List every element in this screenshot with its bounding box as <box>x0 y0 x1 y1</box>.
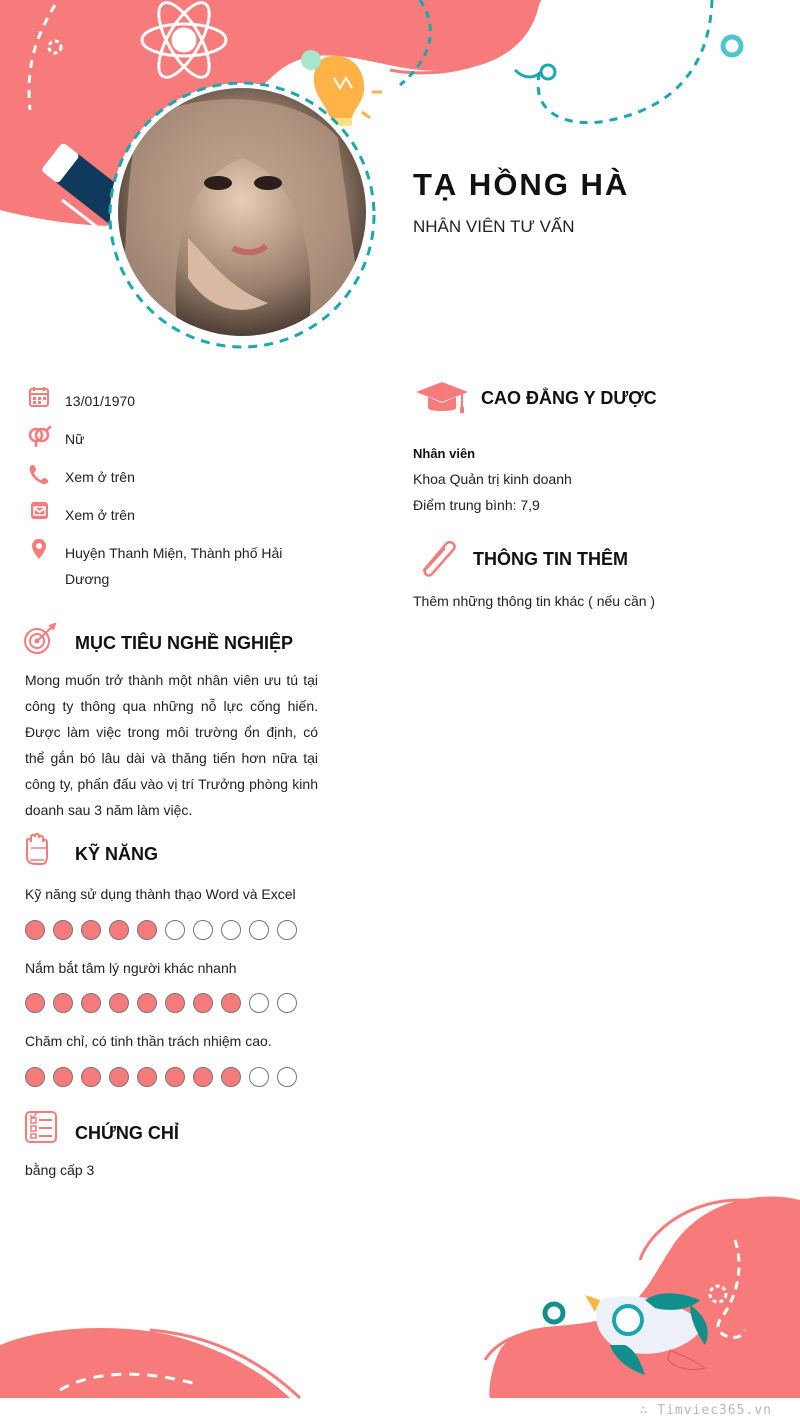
calendar-icon <box>25 386 53 410</box>
rating-dot-filled <box>53 920 73 940</box>
rating-dot-filled <box>137 1067 157 1087</box>
rating-dot-filled <box>25 920 45 940</box>
checklist-icon <box>24 1110 58 1144</box>
rating-dot-empty <box>165 920 185 940</box>
candidate-position: NHÂN VIÊN TƯ VẤN <box>413 217 575 236</box>
rating-dot-filled <box>137 920 157 940</box>
skill-rating <box>25 920 297 940</box>
email-icon <box>25 500 53 524</box>
rating-dot-filled <box>193 1067 213 1087</box>
skills-title: KỸ NĂNG <box>75 844 159 864</box>
rating-dot-empty <box>277 920 297 940</box>
fist-icon <box>22 830 52 866</box>
rating-dot-filled <box>53 993 73 1013</box>
education-title: CAO ĐẲNG Y DƯỢC <box>481 388 657 408</box>
rating-dot-empty <box>193 920 213 940</box>
extra-title: THÔNG TIN THÊM <box>473 549 628 569</box>
rating-dot-filled <box>25 993 45 1013</box>
rating-dot-empty <box>277 1067 297 1087</box>
phone-text: Xem ở trên <box>65 469 135 485</box>
objective-title: MỤC TIÊU NGHỀ NGHIỆP <box>75 633 294 653</box>
rating-dot-filled <box>165 1067 185 1087</box>
rating-dot-filled <box>137 993 157 1013</box>
gender-icon <box>25 424 53 448</box>
rating-dot-empty <box>221 920 241 940</box>
rating-dot-filled <box>109 920 129 940</box>
skill-rating <box>25 993 297 1013</box>
rating-dot-filled <box>109 993 129 1013</box>
gender-text: Nữ <box>65 431 85 447</box>
rating-dot-filled <box>81 1067 101 1087</box>
rating-dot-empty <box>249 993 269 1013</box>
address-text: Huyện Thanh Miện, Thành phố Hải Dương <box>65 545 283 587</box>
education-gpa: Điểm trung bình: 7,9 <box>413 497 540 513</box>
phone-icon <box>25 462 53 486</box>
rating-dot-filled <box>165 993 185 1013</box>
skill-label: Kỹ năng sử dụng thành thạo Word và Excel <box>25 886 296 902</box>
rating-dot-filled <box>81 993 101 1013</box>
rating-dot-filled <box>25 1067 45 1087</box>
dob-text: 13/01/1970 <box>65 393 136 409</box>
rating-dot-filled <box>53 1067 73 1087</box>
extra-text: Thêm những thông tin khác ( nếu cần ) <box>413 593 656 609</box>
rating-dot-filled <box>221 993 241 1013</box>
certificates-title: CHỨNG CHỈ <box>75 1123 179 1143</box>
watermark: ∴ Timviec365.vn <box>639 1403 772 1418</box>
skill-label: Nắm bắt tâm lý người khác nhanh <box>25 960 237 976</box>
rating-dot-empty <box>277 993 297 1013</box>
certificates-text: bằng cấp 3 <box>25 1162 95 1178</box>
education-major: Khoa Quản trị kinh doanh <box>413 471 572 487</box>
rating-dot-empty <box>249 1067 269 1087</box>
skill-rating <box>25 1067 297 1087</box>
rating-dot-filled <box>81 920 101 940</box>
candidate-name: TẠ HỒNG HÀ <box>413 167 630 202</box>
skill-label: Chăm chỉ, có tinh thần trách nhiệm cao. <box>25 1033 272 1049</box>
target-icon <box>22 623 58 657</box>
profile-photo <box>118 88 366 336</box>
email-text: Xem ở trên <box>65 507 135 523</box>
education-role: Nhân viên <box>413 446 476 461</box>
objective-text: Mong muốn trở thành một nhân viên ưu tú tại công ty thông qua những nỗ lực cống hiến. Được làm việc trong môi trường ổn định, có thể gắn bó lâu dài và thăng tiến hơn nữa tại công ty, phấn đấu vào vị trí Trưởng phòng kinh doanh sau 3 năm làm việc. <box>25 672 318 818</box>
rating-dot-filled <box>221 1067 241 1087</box>
rating-dot-filled <box>109 1067 129 1087</box>
paperclip-icon <box>416 536 460 580</box>
rating-dot-filled <box>193 993 213 1013</box>
rating-dot-empty <box>249 920 269 940</box>
graduation-cap-icon <box>414 378 470 416</box>
location-pin-icon <box>25 538 53 562</box>
